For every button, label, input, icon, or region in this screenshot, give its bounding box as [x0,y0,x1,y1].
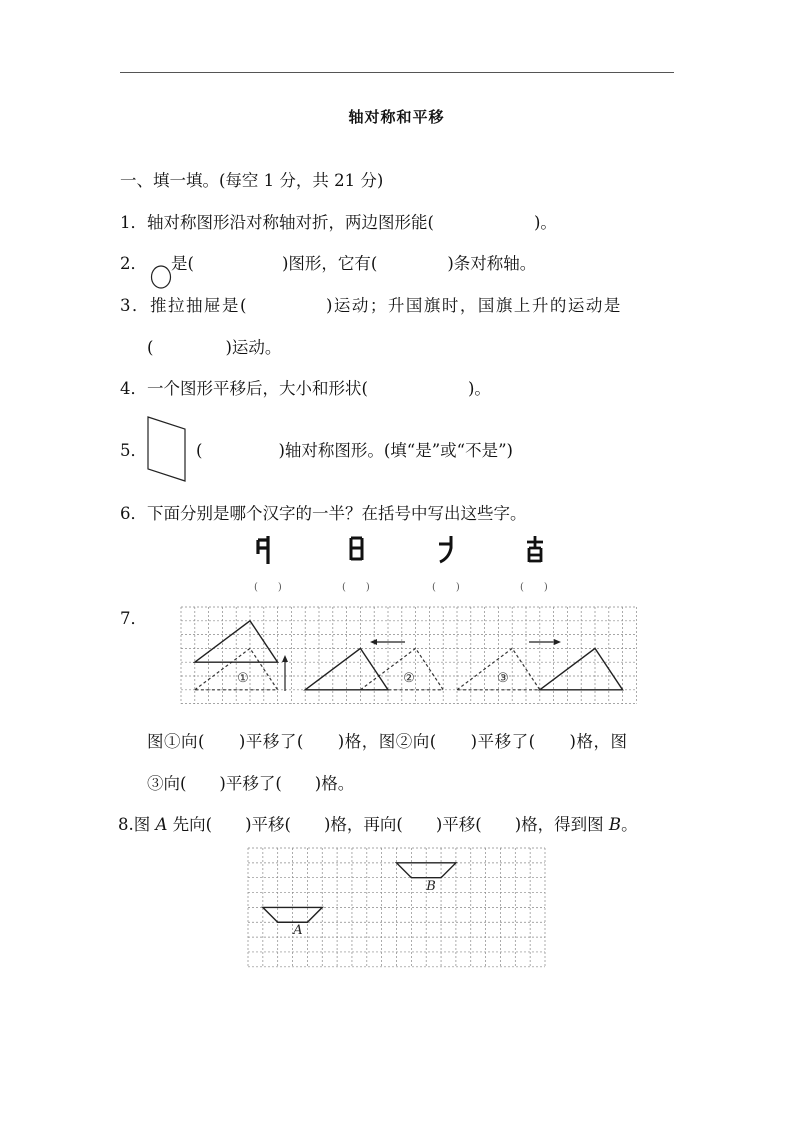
half-glyph-2 [346,534,368,564]
question-text: 先向( )平移( )格，再向( )平移( )格，得到图 [172,815,604,834]
question-number: 6． [120,504,147,523]
question-5-number: 5． [120,441,147,460]
question-number: 1． [120,213,147,232]
half-glyph-4 [524,534,546,564]
question-6 [120,504,527,524]
parallelogram-icon [146,415,188,485]
answer-paren-1[interactable]: ( ) [254,582,282,593]
arrow-right-head-icon [554,639,561,645]
arrow-up-head-icon [282,655,288,662]
answer-paren-2[interactable]: ( ) [342,582,370,593]
arrow-left-head-icon [370,639,377,645]
question-text: 是( [171,254,194,273]
figure-a-ref: A [155,815,168,834]
question-3-cont [147,338,281,358]
question-number: 3． [120,296,150,315]
question-text: ( [196,441,203,460]
question-8 [118,815,638,835]
answer-paren-4[interactable]: ( ) [520,582,548,593]
question-7-number: 7． [120,609,147,628]
half-char-3 [422,534,472,568]
label-b: B [426,879,436,894]
question-number: 8. [118,815,134,834]
question-text-end: )。 [467,379,491,398]
question-number: 2． [120,254,147,273]
question-number: 4． [120,379,147,398]
answer-paren-3[interactable]: ( ) [432,582,460,593]
question-text-end: )。 [533,213,557,232]
question-2 [120,254,536,274]
figure-b-ref: B [608,815,622,834]
half-char-4 [510,534,560,568]
question-text-end: 。 [621,815,638,834]
question-text: ( [147,338,154,357]
translation-grid-7 [181,607,639,705]
translation-grid-8 [248,848,545,967]
question-7-line2: ③向( )平移了( )格。 [147,774,355,793]
question-text: )运动；升国旗时，国旗上升的运动是 [325,296,622,315]
header-rule [120,72,674,73]
half-characters [240,534,580,594]
question-5 [196,441,513,461]
question-text: 轴对称图形沿对称轴对折，两边图形能( [147,213,434,232]
label-3: ③ [497,671,509,686]
question-text: 推拉抽屉是( [150,296,248,315]
half-glyph-1 [254,534,276,564]
label-2: ② [403,671,415,686]
page-title: 轴对称和平移 [348,108,445,126]
half-char-1 [240,534,290,568]
label-a: A [293,923,303,938]
question-text: 图 [133,815,151,834]
question-1 [120,213,557,233]
question-text: 下面分别是哪个汉字的一半？在括号中写出这些字。 [147,504,527,523]
half-char-2 [332,534,382,568]
question-text: )运动。 [225,338,282,357]
label-1: ① [237,671,249,686]
question-text: 一个图形平移后，大小和形状( [147,379,368,398]
half-glyph-3 [436,534,458,564]
question-4 [120,379,491,399]
question-text: )轴对称图形。(填“是”或“不是”) [278,441,513,460]
question-text: )图形，它有( [281,254,378,273]
question-7-line1: 图①向( )平移了( )格，图②向( )平移了( )格，图 [147,732,628,751]
section-heading: 一、填一填。(每空 1 分，共 21 分) [120,171,384,190]
question-3 [120,296,622,316]
question-text: )条对称轴。 [447,254,537,273]
